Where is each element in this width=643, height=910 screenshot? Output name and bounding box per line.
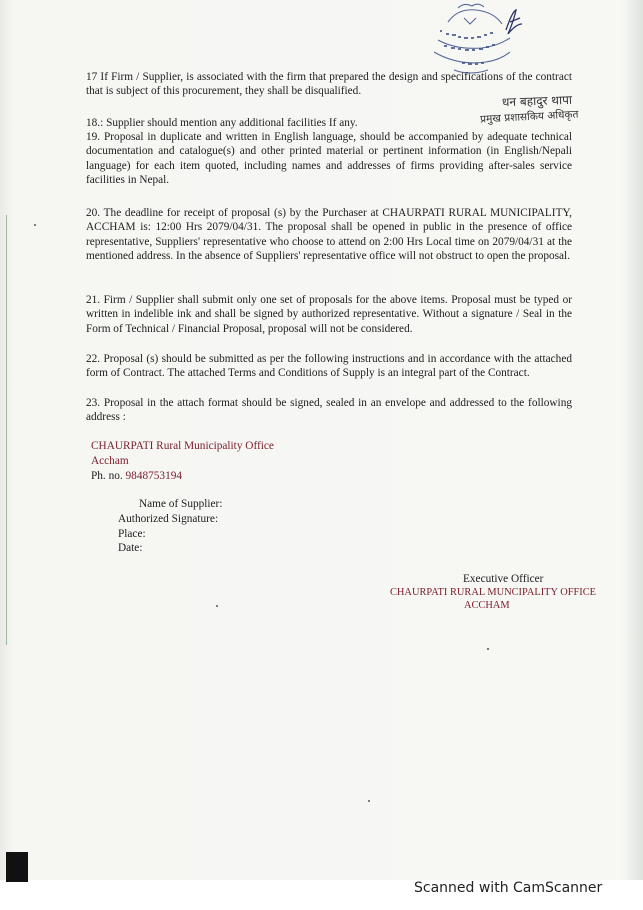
clause-21: 21. Firm / Supplier shall submit only one set of proposals for the above items. Proposal must be typed or written in indelible ink and shall be signed by authorized representative. Without a signature / Seal in the Form of Technical / Financial Proposal, proposal will not be considered. bbox=[86, 294, 572, 335]
signoff-district: ACCHAM bbox=[464, 600, 510, 611]
phone-number: 9848753194 bbox=[125, 470, 183, 482]
signoff-office: CHAURPATI RURAL MUNCIPALITY OFFICE bbox=[390, 587, 597, 598]
supplier-name-label: Name of Supplier: bbox=[139, 498, 223, 510]
signoff-title: Executive Officer bbox=[463, 573, 544, 585]
handwritten-name: धन बहादुर थापा bbox=[501, 92, 573, 110]
clause-19: 19. Proposal in duplicate and written in English language, should be accompanied by adequate technical documentation and catalogue(s) and other printed material or pertinent information (in English/Nepali language) for each item quoted, including names and addresses of firms providing after-sales service facilities in Nepal. bbox=[86, 131, 572, 186]
official-seal-stamp bbox=[418, 0, 528, 78]
authorized-signature-label: Authorized Signature: bbox=[118, 513, 219, 525]
scan-speck bbox=[216, 605, 218, 607]
scanner-watermark: Scanned with CamScanner bbox=[414, 880, 603, 896]
address-district: Accham bbox=[91, 455, 129, 467]
scan-corner-mark bbox=[6, 852, 28, 882]
scan-speck bbox=[34, 224, 36, 226]
clause-23: 23. Proposal in the attach format should be signed, sealed in an envelope and addressed to the following address : bbox=[86, 397, 572, 424]
clause-22: 22. Proposal (s) should be submitted as per the following instructions and in accordance with the attached form of Contract. The attached Terms and Conditions of Supply is an integral part of the Contract. bbox=[86, 353, 572, 380]
scan-speck bbox=[487, 648, 489, 650]
clause-17: 17 If Firm / Supplier, is associated with the firm that prepared the design and specifications of the contract that is subject of this procurement, they shall be disqualified. bbox=[86, 71, 572, 98]
scan-edge-line bbox=[6, 215, 7, 645]
clause-20: 20. The deadline for receipt of proposal (s) by the Purchaser at CHAURPATI RURAL MUNICIPALITY, ACCHAM is: 12:00 Hrs 2079/04/31. The proposal shall be opened in public in the presence of office representative, Suppliers' representative who choose to attend on 2:00 Hrs Local time on 2079/04/31 at the mentioned address. In the absence of Suppliers' representative office will not obstruct to open the proposal. bbox=[86, 207, 572, 262]
date-label: Date: bbox=[118, 542, 143, 554]
scan-speck bbox=[368, 800, 370, 802]
phone-label: Ph. no. bbox=[91, 470, 123, 482]
address-office: CHAURPATI Rural Municipality Office bbox=[91, 440, 274, 452]
clause-18: 18.: Supplier should mention any additional facilities If any. bbox=[86, 117, 358, 129]
address-phone-row bbox=[91, 469, 182, 483]
page-shadow bbox=[625, 0, 643, 880]
place-label: Place: bbox=[118, 528, 146, 540]
handwritten-designation: प्रमुख प्रशासकिय अधिकृत bbox=[479, 108, 579, 126]
